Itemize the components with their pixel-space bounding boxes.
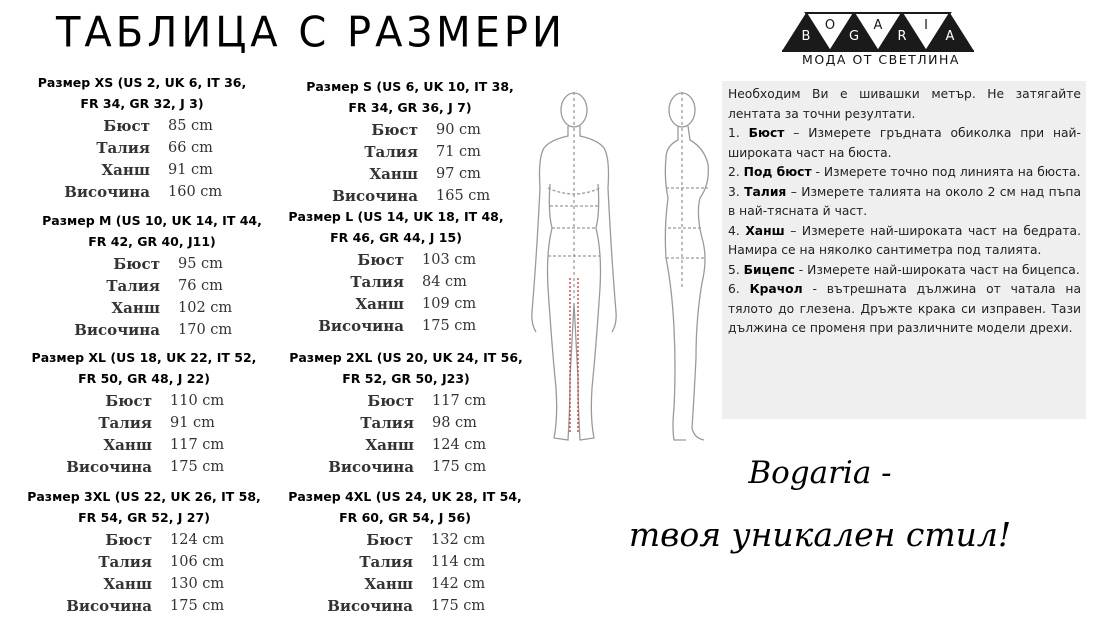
- measurement-label: Бюст: [371, 121, 418, 139]
- measurement-row: [24, 595, 264, 617]
- measurement-row: [286, 434, 526, 456]
- instruction-text: – Измерете най-широката част на бедрата. Намира се на няколко сантиметра под талията.: [728, 223, 1081, 257]
- instruction-text: - Измерете точно под линията на бюста.: [811, 165, 1081, 179]
- measurement-row: [286, 390, 526, 412]
- instruction-number: 2.: [728, 165, 740, 179]
- measurement-value: 175 cm: [170, 598, 225, 614]
- measurement-value: 124 cm: [170, 532, 225, 548]
- measurement-value: 91 cm: [168, 162, 213, 178]
- logo-tagline: МОДА ОТ СВЕТЛИНА: [802, 52, 960, 67]
- measurement-label: Височина: [328, 458, 414, 476]
- measurement-label: Височина: [66, 597, 152, 615]
- size-heading: Размер 3XL (US 22, UK 26, IT 58,: [27, 489, 261, 504]
- measurement-value: 165 cm: [436, 188, 491, 204]
- instruction-text: – Измерете гръдната обиколка при най-широката част на бюста.: [728, 126, 1081, 160]
- measurement-label: Височина: [327, 597, 413, 615]
- size-heading: Размер 2XL (US 20, UK 24, IT 56,: [289, 350, 523, 365]
- measurement-value: 103 cm: [422, 252, 477, 268]
- logo-letter: A: [873, 18, 883, 33]
- instruction-term: Под бюст: [743, 165, 812, 179]
- size-block-4xl: [285, 486, 525, 617]
- side-body-figure: [665, 92, 708, 440]
- instruction-item: [728, 124, 1081, 163]
- measurement-label: Ханш: [103, 575, 152, 593]
- measurement-row: [24, 551, 264, 573]
- measurement-value: 95 cm: [178, 256, 223, 272]
- size-heading: Размер XL (US 18, UK 22, IT 52,: [31, 350, 257, 365]
- size-block-m: [32, 210, 272, 341]
- measurement-value: 117 cm: [432, 393, 487, 409]
- measurement-row: [32, 275, 272, 297]
- measurement-row: [22, 181, 262, 203]
- measurement-label: Талия: [350, 273, 404, 291]
- logo-letter: B: [801, 29, 811, 44]
- measurement-value: 71 cm: [436, 144, 481, 160]
- measurement-value: 98 cm: [432, 415, 477, 431]
- size-block-s: [290, 76, 530, 207]
- measurement-label: Талия: [359, 553, 413, 571]
- size-heading-codes: FR 34, GR 36, J 7): [348, 100, 472, 115]
- measurement-row: [32, 319, 272, 341]
- size-measurements-table: [286, 390, 526, 478]
- instruction-item: [728, 222, 1081, 261]
- measurement-row: [290, 119, 530, 141]
- size-heading: Размер S (US 6, UK 10, IT 38,: [306, 79, 514, 94]
- instruction-number: 4.: [728, 223, 740, 238]
- slogan-tagline: твоя уникален стил!: [628, 515, 1012, 554]
- measurement-value: 170 cm: [178, 322, 233, 338]
- instruction-term: Крачол: [749, 282, 803, 296]
- measurement-value: 175 cm: [432, 459, 487, 475]
- instruction-item: [728, 163, 1081, 183]
- measurement-row: [22, 115, 262, 137]
- measurement-row: [24, 390, 264, 412]
- measurement-row: [290, 185, 530, 207]
- measurement-value: 109 cm: [422, 296, 477, 312]
- instruction-term: Бицепс: [743, 262, 795, 277]
- measurement-label: Ханш: [101, 161, 150, 179]
- size-measurements-table: [290, 119, 530, 207]
- measurement-label: Ханш: [365, 436, 414, 454]
- measurement-row: [276, 249, 516, 271]
- size-heading-codes: FR 42, GR 40, J11): [88, 234, 216, 249]
- measurement-row: [24, 529, 264, 551]
- measurement-label: Бюст: [367, 392, 414, 410]
- instruction-number: 1.: [728, 126, 740, 140]
- measurement-row: [22, 159, 262, 181]
- measurement-label: Височина: [64, 183, 150, 201]
- size-measurements-table: [276, 249, 516, 337]
- instruction-item: [728, 280, 1081, 339]
- measurement-row: [24, 412, 264, 434]
- logo-letter: O: [824, 18, 836, 33]
- measurement-value: 142 cm: [431, 576, 486, 592]
- instruction-text: - Измерете най-широката част на бицепса.: [794, 262, 1080, 277]
- measurement-label: Височина: [318, 317, 404, 335]
- measurement-row: [286, 412, 526, 434]
- measurement-value: 85 cm: [168, 118, 213, 134]
- instruction-number: 3.: [728, 184, 740, 199]
- measurement-row: [24, 573, 264, 595]
- size-measurements-table: [24, 390, 264, 478]
- measurement-row: [22, 137, 262, 159]
- size-measurements-table: [32, 253, 272, 341]
- instruction-item: [728, 261, 1081, 281]
- measurement-label: Ханш: [103, 436, 152, 454]
- size-heading: Размер XS (US 2, UK 6, IT 36,: [37, 75, 247, 90]
- size-heading: Размер 4XL (US 24, UK 28, IT 54,: [288, 489, 522, 504]
- measurement-value: 114 cm: [431, 554, 486, 570]
- measurement-label: Ханш: [364, 575, 413, 593]
- measurement-label: Талия: [96, 139, 150, 157]
- logo-letter: I: [924, 18, 928, 33]
- measurement-label: Бюст: [105, 392, 152, 410]
- measurement-row: [276, 271, 516, 293]
- body-measurement-figure: [528, 88, 724, 452]
- measurement-value: 175 cm: [422, 318, 477, 334]
- measurement-label: Бюст: [366, 531, 413, 549]
- measurement-instructions: [722, 81, 1086, 419]
- measurement-row: [285, 595, 525, 617]
- instruction-text: - вътрешната дължина от чатала на тялото до глезена. Дръжте крака си изправен. Тази дължина се променя при различните модели дрехи.: [728, 282, 1081, 335]
- size-block-xs: [22, 72, 262, 203]
- size-measurements-table: [22, 115, 262, 203]
- measurement-label: Бюст: [357, 251, 404, 269]
- measurement-row: [290, 141, 530, 163]
- size-heading-codes: FR 60, GR 54, J 56): [339, 510, 471, 525]
- measurement-value: 175 cm: [431, 598, 486, 614]
- measurement-label: Талия: [98, 414, 152, 432]
- measurement-value: 102 cm: [178, 300, 233, 316]
- measurement-value: 84 cm: [422, 274, 467, 290]
- logo-letter: A: [945, 29, 955, 44]
- measurement-value: 175 cm: [170, 459, 225, 475]
- instruction-term: Ханш: [745, 223, 785, 238]
- measurement-label: Бюст: [105, 531, 152, 549]
- size-heading: Размер L (US 14, UK 18, IT 48,: [288, 209, 504, 224]
- size-heading-codes: FR 52, GR 50, J23): [342, 371, 470, 386]
- instruction-number: 5.: [728, 262, 740, 277]
- measurement-value: 160 cm: [168, 184, 223, 200]
- measurement-row: [32, 297, 272, 319]
- size-heading-codes: FR 34, GR 32, J 3): [80, 96, 204, 111]
- measurement-label: Ханш: [355, 295, 404, 313]
- size-heading-codes: FR 50, GR 48, J 22): [78, 371, 210, 386]
- measurement-row: [276, 293, 516, 315]
- measurement-value: 66 cm: [168, 140, 213, 156]
- measurement-value: 106 cm: [170, 554, 225, 570]
- size-heading-codes: FR 46, GR 44, J 15): [330, 230, 462, 245]
- measurement-label: Височина: [332, 187, 418, 205]
- measurement-row: [24, 456, 264, 478]
- measurement-value: 90 cm: [436, 122, 481, 138]
- measurement-value: 124 cm: [432, 437, 487, 453]
- measurement-label: Бюст: [103, 117, 150, 135]
- logo-letter: G: [848, 29, 860, 44]
- measurement-label: Талия: [98, 553, 152, 571]
- measurement-label: Ханш: [369, 165, 418, 183]
- measurement-row: [276, 315, 516, 337]
- measurement-value: 130 cm: [170, 576, 225, 592]
- measurement-value: 110 cm: [170, 393, 225, 409]
- size-measurements-table: [24, 529, 264, 617]
- measurement-row: [32, 253, 272, 275]
- size-measurements-table: [285, 529, 525, 617]
- measurement-label: Височина: [66, 458, 152, 476]
- size-heading-codes: FR 54, GR 52, J 27): [78, 510, 210, 525]
- page-title: ТАБЛИЦА С РАЗМЕРИ: [56, 8, 566, 58]
- slogan-brand: Bogaria -: [748, 455, 892, 491]
- measurement-row: [285, 529, 525, 551]
- size-block-2xl: [286, 347, 526, 478]
- measurement-label: Талия: [106, 277, 160, 295]
- instruction-term: Талия: [744, 184, 787, 199]
- instruction-number: 6.: [728, 282, 740, 296]
- measurement-value: 97 cm: [436, 166, 481, 182]
- measurement-value: 132 cm: [431, 532, 486, 548]
- size-block-xl: [24, 347, 264, 478]
- measurement-row: [285, 573, 525, 595]
- measurement-label: Височина: [74, 321, 160, 339]
- measurement-label: Бюст: [113, 255, 160, 273]
- measurement-row: [290, 163, 530, 185]
- logo-letter: R: [897, 29, 907, 44]
- instructions-intro: Необходим Ви е шивашки метър. Не затягайте лентата за точни резултати.: [728, 87, 1081, 121]
- size-block-3xl: [24, 486, 264, 617]
- measurement-value: 117 cm: [170, 437, 225, 453]
- measurement-row: [285, 551, 525, 573]
- measurement-label: Талия: [364, 143, 418, 161]
- measurement-label: Талия: [360, 414, 414, 432]
- size-heading: Размер M (US 10, UK 14, IT 44,: [42, 213, 262, 228]
- measurement-row: [24, 434, 264, 456]
- instruction-term: Бюст: [748, 126, 785, 140]
- measurement-value: 76 cm: [178, 278, 223, 294]
- measurement-row: [286, 456, 526, 478]
- measurement-value: 91 cm: [170, 415, 215, 431]
- instruction-text: – Измерете талията на около 2 см над пъпа в най-тясната й част.: [728, 184, 1081, 218]
- front-body-figure: [532, 92, 616, 440]
- size-block-l: [276, 206, 516, 337]
- instruction-item: [728, 183, 1081, 222]
- measurement-label: Ханш: [111, 299, 160, 317]
